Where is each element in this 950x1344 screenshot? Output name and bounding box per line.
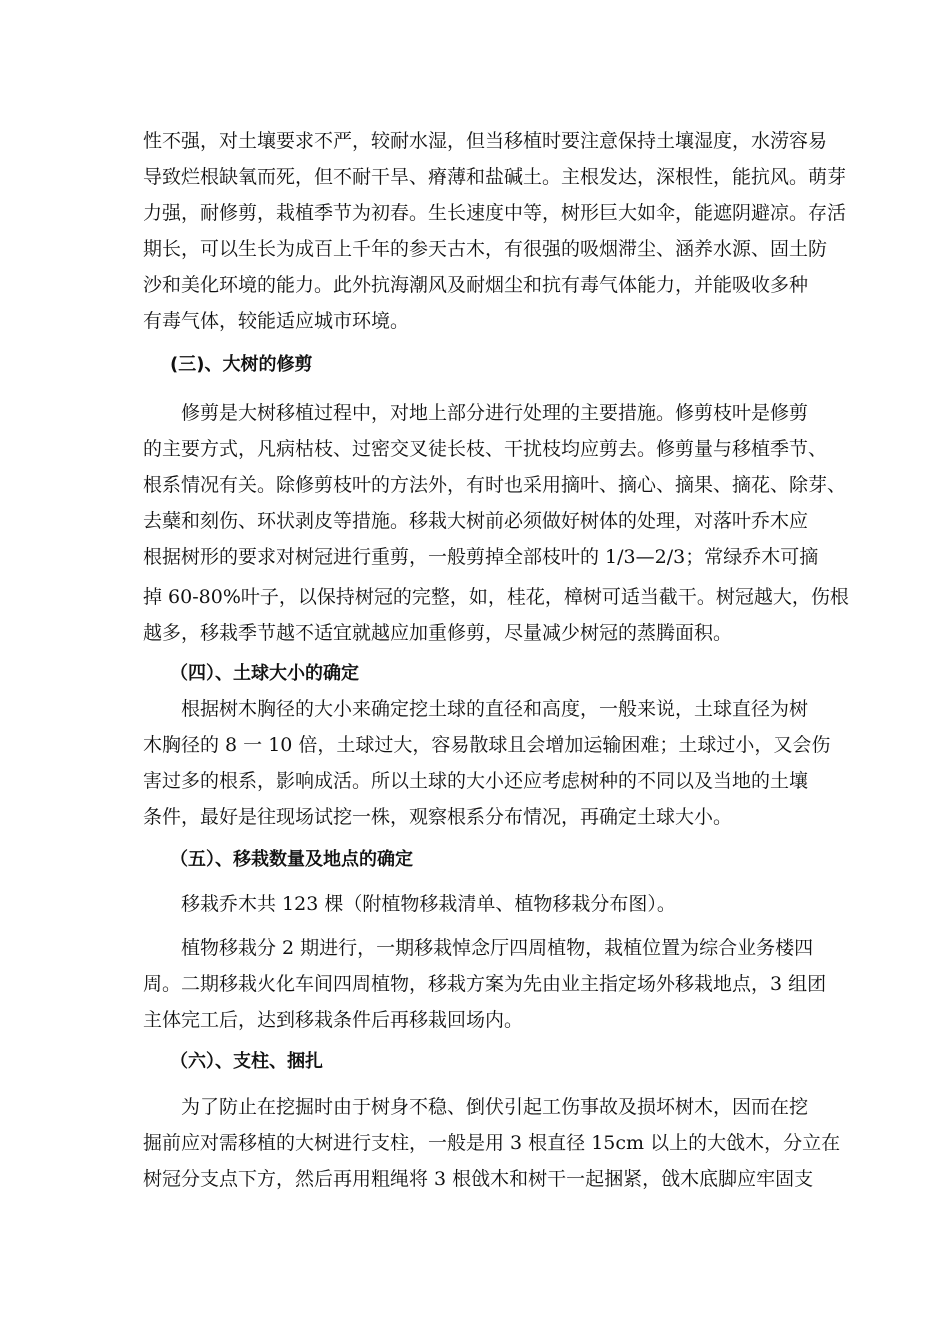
- paragraph-line: 沙和美化环境的能力。此外抗海潮风及耐烟尘和抗有毒气体能力，并能吸收多种: [143, 274, 809, 296]
- paragraph-line: 去蘖和刻伤、环状剥皮等措施。移栽大树前必须做好树体的处理，对落叶乔木应: [143, 510, 809, 532]
- paragraph-line: 植物移栽分 2 期进行，一期移栽悼念厅四周植物，栽植位置为综合业务楼四: [181, 937, 814, 959]
- paragraph-line: 为了防止在挖掘时由于树身不稳、倒伏引起工伤事故及损坏树木，因而在挖: [181, 1096, 809, 1118]
- paragraph-line: 主体完工后，达到移栽条件后再移栽回场内。: [143, 1009, 524, 1031]
- paragraph-line: 根据树形的要求对树冠进行重剪，一般剪掉全部枝叶的 1/3—2/3；常绿乔木可摘: [143, 546, 819, 568]
- section-heading: （六）、支柱、捆扎: [170, 1051, 323, 1072]
- paragraph-line: 力强，耐修剪，栽植季节为初春。生长速度中等，树形巨大如伞，能遮阴避凉。存活: [143, 202, 847, 224]
- paragraph-line: 修剪是大树移植过程中，对地上部分进行处理的主要措施。修剪枝叶是修剪: [181, 402, 809, 424]
- paragraph-line: 移栽乔木共 123 棵（附植物移栽清单、植物移栽分布图）。: [181, 893, 676, 915]
- paragraph-line: 根系情况有关。除修剪枝叶的方法外，有时也采用摘叶、摘心、摘果、摘花、除芽、: [143, 474, 847, 496]
- paragraph-line: 掉 60-80%叶子，以保持树冠的完整，如，桂花，樟树可适当截干。树冠越大，伤根: [143, 586, 849, 608]
- paragraph-line: 掘前应对需移植的大树进行支柱，一般是用 3 根直径 15cm 以上的大戗木，分立在: [143, 1132, 841, 1154]
- paragraph-line: 条件，最好是往现场试挖一株，观察根系分布情况，再确定土球大小。: [143, 806, 733, 828]
- paragraph-line: 树冠分支点下方，然后再用粗绳将 3 根戗木和树干一起捆紧，戗木底脚应牢固支: [143, 1168, 814, 1190]
- paragraph-line: 的主要方式，凡病枯枝、过密交叉徒长枝、干扰枝均应剪去。修剪量与移植季节、: [143, 438, 828, 460]
- paragraph-line: 木胸径的 8 一 10 倍，土球过大，容易散球且会增加运输困难；土球过小，又会伤: [143, 734, 831, 756]
- paragraph-line: 害过多的根系，影响成活。所以土球的大小还应考虑树种的不同以及当地的土壤: [143, 770, 809, 792]
- section-heading: （四）、土球大小的确定: [170, 663, 359, 684]
- paragraph-line: 性不强，对土壤要求不严，较耐水湿，但当移植时要注意保持土壤湿度，水涝容易: [143, 130, 828, 152]
- paragraph-line: 有毒气体，较能适应城市环境。: [143, 310, 410, 332]
- paragraph-line: 期长，可以生长为成百上千年的参天古木，有很强的吸烟滞尘、涵养水源、固土防: [143, 238, 828, 260]
- paragraph-line: 根据树木胸径的大小来确定挖土球的直径和高度，一般来说，土球直径为树: [181, 698, 809, 720]
- section-heading: （五）、移栽数量及地点的确定: [170, 849, 413, 870]
- paragraph-line: 越多，移栽季节越不适宜就越应加重修剪，尽量减少树冠的蒸腾面积。: [143, 622, 733, 644]
- paragraph-line: 周。二期移栽火化车间四周植物，移栽方案为先由业主指定场外移栽地点，3 组团: [143, 973, 827, 995]
- section-heading: (三)、大树的修剪: [170, 354, 313, 375]
- paragraph-line: 导致烂根缺氧而死，但不耐干旱、瘠薄和盐碱土。主根发达，深根性，能抗风。萌芽: [143, 166, 847, 188]
